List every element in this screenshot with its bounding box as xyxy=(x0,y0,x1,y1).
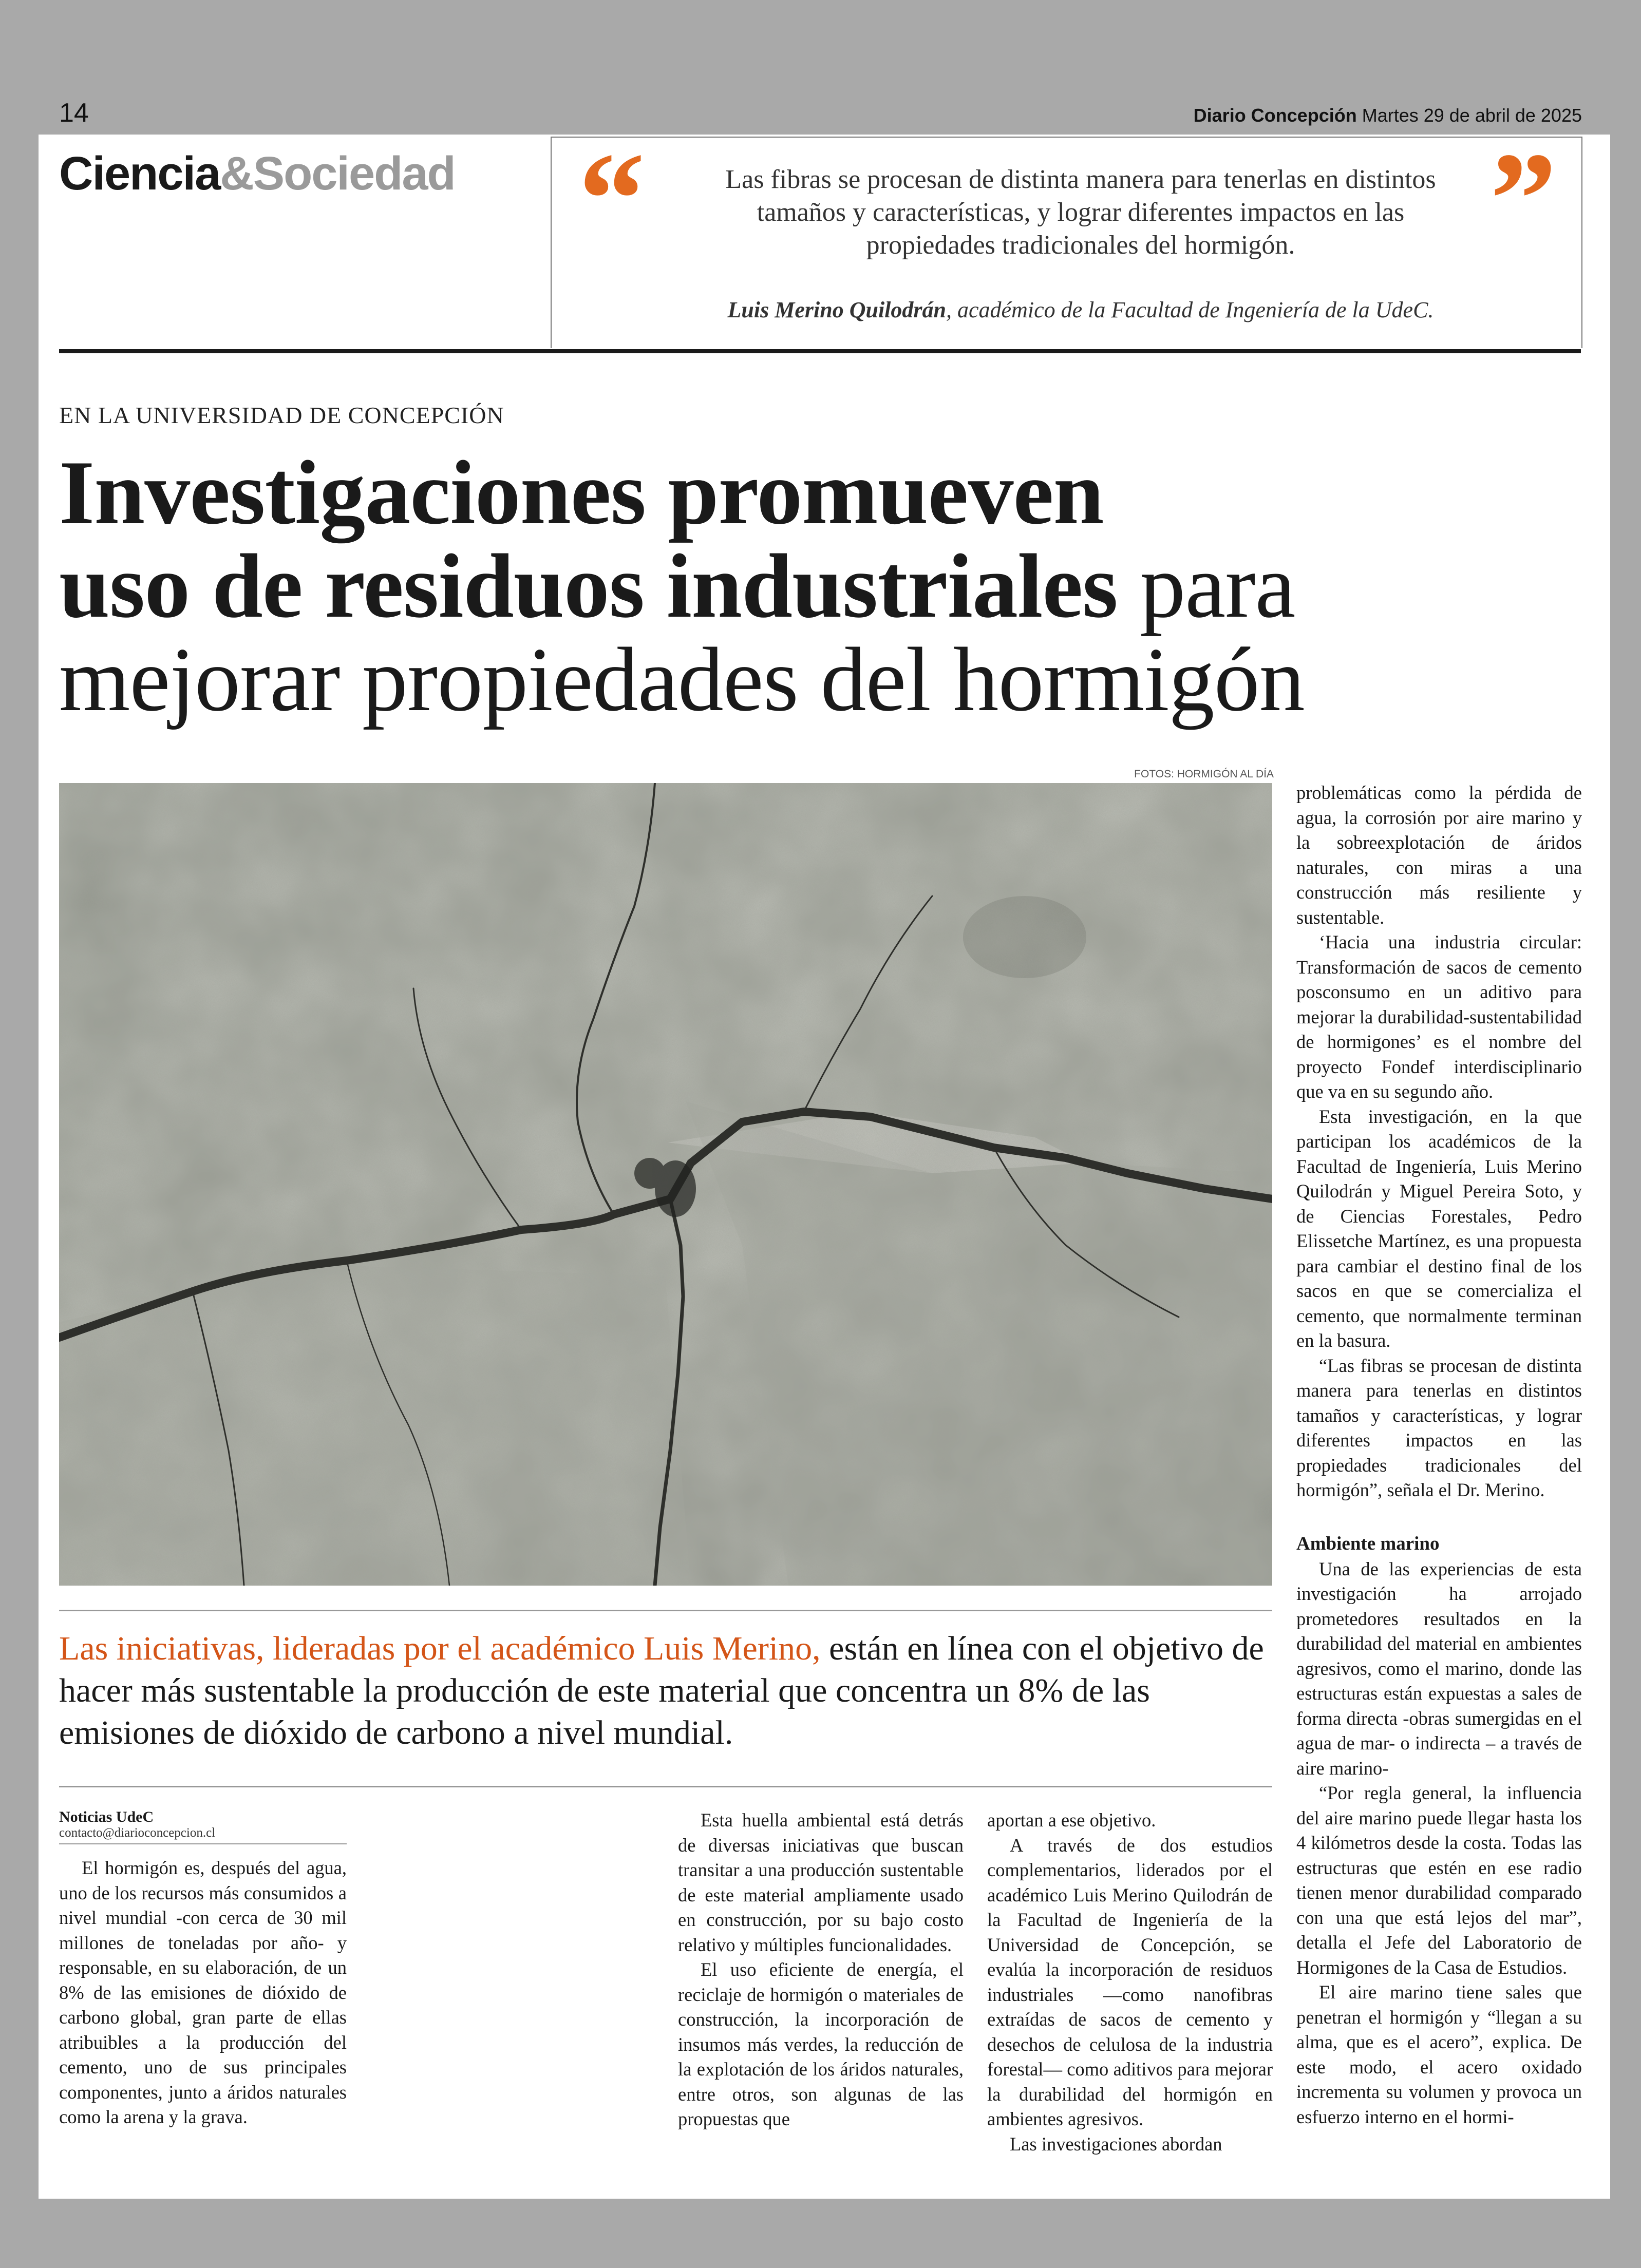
pull-quote-author: Luis Merino Quilodrán xyxy=(727,297,947,322)
headline-line-2-light: para xyxy=(1117,535,1295,637)
body-paragraph: El uso eficiente de energía, el reciclaje de hormigón o materiales de construcción, la incorporación de insumos más verdes, la reducción de la explotación de los áridos naturales, entre otros, son algunas de las propuestas que xyxy=(678,1959,964,2129)
body-paragraph: ‘Hacia una industria circular: Transformación de sacos de cemento posconsumo en un aditivo para mejorar la durabilidad-sustentabilidad de hormigones’ es el nombre del proyecto Fondef interdisciplinario que va en su segundo año. xyxy=(1296,931,1582,1102)
deck-top-rule xyxy=(59,1610,1272,1611)
body-paragraph: problemáticas como la pérdida de agua, la corrosión por aire marino y la sobreexplotación de áridos naturales, con miras a una construcción más resiliente y sustentable. xyxy=(1296,782,1582,928)
pull-quote-box xyxy=(551,125,1582,348)
pull-quote-role: , académico de la Facultad de Ingeniería de la UdeC. xyxy=(946,297,1434,322)
cracked-concrete-photo xyxy=(59,783,1272,1586)
section-title-secondary: &Sociedad xyxy=(220,147,455,200)
pull-quote-text: Las fibras se procesan de distinta manera para tenerlas en distintos tamaños y características, y lograr diferentes impactos en las propiedades tradicionales del hormigón. xyxy=(725,165,1436,260)
body-paragraph: Esta investigación, en la que participan los académicos de la Facultad de Ingeniería, Luis Merino Quilodrán y Miguel Pereira Soto, y de Ciencias Forestales, Pedro Elissetche Martínez, es una propuesta para cambiar el destino final de los sacos en que se comercializa el cemento, que normalmente terminan en la basura. xyxy=(1296,1106,1582,1351)
body-paragraph: Las investigaciones abordan xyxy=(1010,2133,1222,2155)
body-paragraph: Esta huella ambiental está detrás de diversas iniciativas que buscan transitar a una producción sustentable de este material ampliamente usado en construcción, por su bajo costo relativo y múltiples funcionalidades. xyxy=(678,1809,964,1955)
newspaper-name: Diario Concepción xyxy=(1193,105,1357,126)
body-column-4 xyxy=(1296,780,1582,1503)
issue-date: Martes 29 de abril de 2025 xyxy=(1362,105,1582,126)
body-paragraph: “Por regla general, la influencia del aire marino puede llegar hasta los 4 kilómetros desde la costa. Todas las estructuras que estén en ese radio tienen menor durabilidad comparado con una que está lejos del mar”, detalla el Jefe del Laboratorio de Hormigones de la Casa de Estudios. xyxy=(1296,1782,1582,1978)
body-column-2 xyxy=(678,1808,964,2132)
close-quote-icon: ” xyxy=(1490,125,1557,273)
header-rule xyxy=(59,349,1581,353)
byline xyxy=(59,1808,342,1844)
body-paragraph: El aire marino tiene sales que penetran el hormigón y “llegan a su alma, que es el acero”, explica. De este modo, el acero oxidado incrementa su volumen y provoca un esfuerzo interno en el hormi- xyxy=(1296,1981,1582,2127)
headline-line-3: mejorar propiedades del hormigón xyxy=(59,628,1305,730)
article-headline xyxy=(59,442,1446,730)
body-paragraph: Una de las experiencias de esta investigación ha arrojado prometedores resultados en la durabilidad del material en ambientes agresivos, como el marino, donde las estructuras están expuestas a sales de forma directa -obras sumergidas en el agua de mar- o indirecta – a través de aire marino- xyxy=(1296,1558,1582,1779)
body-paragraph: El hormigón es, después del agua, uno de los recursos más consumidos a nivel mundial -con cerca de 30 mil millones de toneladas por año- y responsable, en su elaboración, de un 8% de las emisiones de dióxido de carbono global, gran parte de ellas atribuibles a la producción del cemento, uno de sus principales componentes, junto a áridos naturales como la arena y la grava. xyxy=(59,1857,347,2127)
dateline xyxy=(1194,105,1582,126)
body-paragraph: A través de dos estudios complementarios, liderados por el académico Luis Merino Quilodrán de la Facultad de Ingeniería de la Universidad de Concepción, se evalúa la incorporación de residuos industriales —como nanofibras extraídas de sacos de cemento y desechos de celulosa de la industria forestal— como aditivos para mejorar la durabilidad del hormigón en ambientes agresivos. xyxy=(987,1834,1273,2129)
deck-highlight: Las iniciativas, lideradas por el académico Luis Merino, xyxy=(59,1630,821,1667)
section-title-main: Ciencia xyxy=(59,147,220,200)
byline-email: contacto@diarioconcepcion.cl xyxy=(59,1826,216,1840)
pull-quote-attribution xyxy=(690,297,1471,323)
body-paragraph: “Las fibras se procesan de distinta manera para tenerlas en distintos tamaños y características, y lograr diferentes impactos en las propiedades tradicionales del hormigón”, señala el Dr. Merino. xyxy=(1296,1355,1582,1500)
headline-line-2-bold: uso de residuos industriales xyxy=(59,535,1118,637)
section-title xyxy=(59,147,455,201)
headline-line-1: Investigaciones promueven xyxy=(59,442,1104,543)
subheading: Ambiente marino xyxy=(1296,1533,1440,1554)
page-number: 14 xyxy=(59,98,89,128)
open-quote-icon: “ xyxy=(578,125,645,273)
byline-author: Noticias UdeC xyxy=(59,1808,154,1825)
body-column-4-continued xyxy=(1296,1532,1582,2129)
body-column-1 xyxy=(59,1856,347,2130)
article-deck xyxy=(59,1628,1272,1754)
deck-text: están en línea con el objetivo de hacer más sustentable la producción de este material que concentra un 8% de las emisiones de dióxido de carbono a nivel mundial. xyxy=(59,1630,1264,1751)
deck-bottom-rule xyxy=(59,1786,1272,1787)
body-column-3 xyxy=(987,1808,1273,2157)
photo-credit: FOTOS: HORMIGÓN AL DÍA xyxy=(1134,768,1274,780)
article-kicker: EN LA UNIVERSIDAD DE CONCEPCIÓN xyxy=(59,402,504,428)
body-paragraph: aportan a ese objetivo. xyxy=(987,1809,1156,1831)
byline-rule xyxy=(59,1843,347,1844)
